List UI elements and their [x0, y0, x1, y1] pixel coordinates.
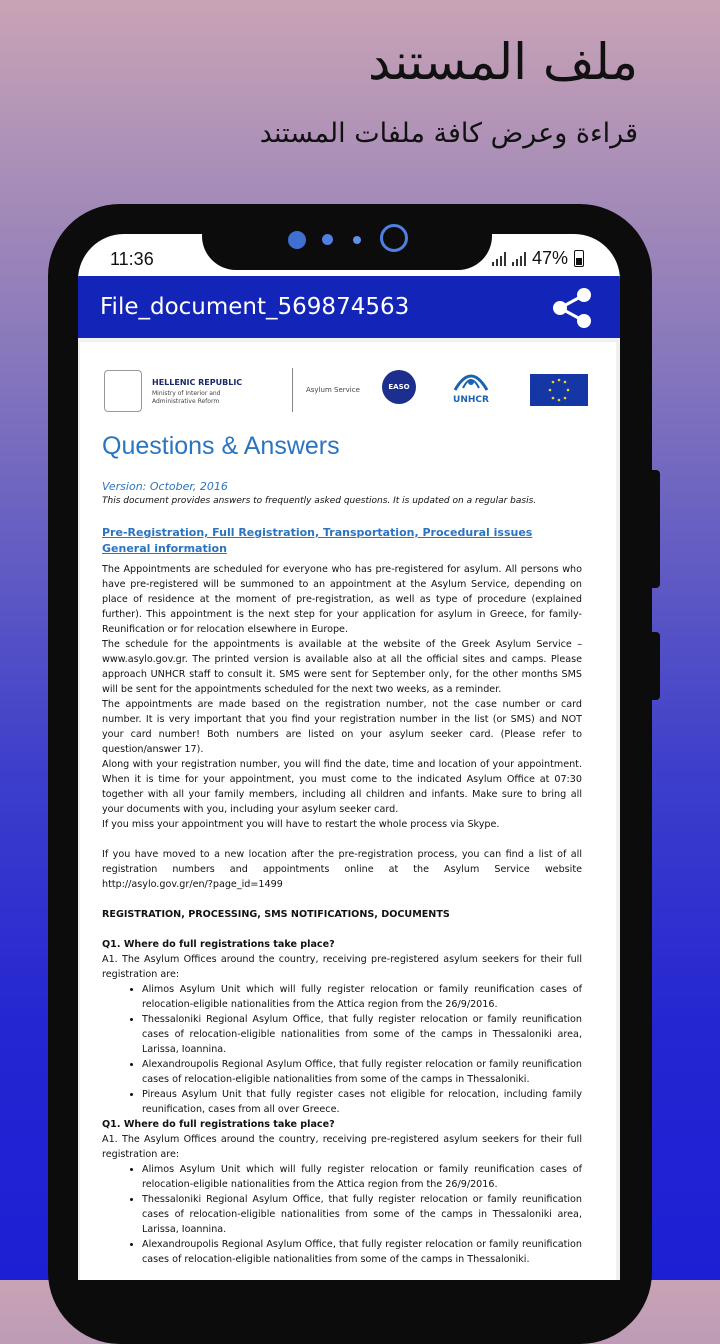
greek-crest-icon: [104, 370, 142, 412]
section-general[interactable]: General information: [102, 542, 227, 555]
sensor-icon: [353, 236, 361, 244]
app-title: File_document_569874563: [100, 294, 410, 320]
battery-icon: [574, 250, 584, 267]
answer: A1. The Asylum Offices around the country, receiving pre-registered asylum seekers for their full registration are:: [102, 954, 582, 980]
paragraph: The Appointments are scheduled for everyone who has pre-registered for asylum. All persons who have pre-registered will be summoned to an appointment at the Asylum Service, depending on place of residence at the moment of pre-registration, as well as type of procedure (explained further). This appointment is the next step for your application for asylum in Greece, for family-Reunification or for relocation elsewhere in Europe.: [102, 564, 582, 635]
camera-lens-icon: [380, 224, 408, 252]
list-item: • Alimos Asylum Unit which will fully register relocation or family reunification cases of relocation-eligible nationalities from the Attica region from the 26/9/2016.: [142, 982, 582, 1012]
document-page: [80, 342, 616, 1280]
camera-lens-icon: [288, 231, 306, 249]
camera-notch: [202, 204, 492, 270]
question: Q1. Where do full registrations take place?: [102, 939, 335, 950]
phone-side-button: [648, 470, 660, 588]
battery-percent: 47%: [531, 248, 568, 268]
section-link[interactable]: Pre-Registration, Full Registration, Transportation, Procedural issues: [102, 526, 533, 539]
paragraph: If you have moved to a new location after the pre-registration process, you can find a list of all registration numbers and appointments online at the Asylum Service website http://asylo.gov.gr/en/?page_id=1499: [102, 849, 582, 890]
promo-subtitle: قراءة وعرض كافة ملفات المستند: [259, 118, 638, 149]
signal-icon: [492, 252, 506, 266]
gov-title: HELLENIC REPUBLIC: [152, 378, 243, 387]
document-body: [102, 562, 582, 1267]
answer: A1. The Asylum Offices around the country, receiving pre-registered asylum seekers for their full registration are:: [102, 1134, 582, 1160]
document-header-logos: [102, 366, 582, 422]
status-time: 11:36: [110, 249, 154, 269]
status-icons: [492, 248, 584, 269]
unhcr-hands-icon: [451, 368, 491, 392]
phone-side-button: [648, 632, 660, 700]
sensor-icon: [322, 234, 333, 245]
list-item: • Pireaus Asylum Unit that fully register cases not eligible for relocation, including family reunification, cases from all over Greece.: [142, 1087, 582, 1117]
document-version: Version: October, 2016: [102, 480, 228, 493]
eu-flag-icon: [530, 374, 588, 406]
divider: [292, 368, 293, 412]
list-item: • Alexandroupolis Regional Asylum Office, that fully register relocation or family reunification cases of relocation-eligible nationalities from some of the camps in Thessaloniki.: [142, 1237, 582, 1267]
section-heading: REGISTRATION, PROCESSING, SMS NOTIFICATIONS, DOCUMENTS: [102, 909, 450, 920]
share-icon[interactable]: [550, 287, 594, 329]
easo-logo: EASO: [382, 370, 416, 404]
signal-icon: [512, 252, 526, 266]
list-item: • Alexandroupolis Regional Asylum Office, that fully register relocation or family reunification cases of relocation-eligible nationalities from some of the camps in Thessaloniki.: [142, 1057, 582, 1087]
paragraph: Along with your registration number, you will find the date, time and location of your appointment. When it is time for your appointment, you must come to the indicated Asylum Office at 07:30 together with all your family members, including all children and infants. Make sure to bring all your documents with you, including your asylum seeker card.: [102, 759, 582, 815]
phone-screen: [78, 234, 620, 1280]
answer-list: [102, 1162, 582, 1267]
paragraph: The schedule for the appointments is available at the website of the Greek Asylum Service – www.asylo.gov.gr. The printed version is available also at all the official sites and camps. Please approach UNHCR staff to consult it. SMS were sent for September only, for the other months SMS will be sent for the appointments scheduled for the next two weeks, as a reminder.: [102, 639, 582, 695]
asylum-service-label: Asylum Service: [306, 386, 360, 394]
paragraph: If you miss your appointment you will have to restart the whole process via Skype.: [102, 819, 500, 830]
gov-subtitle: Ministry of Interior and Administrative Reform: [152, 390, 221, 405]
list-item: • Thessaloniki Regional Asylum Office, that fully register relocation or family reunification cases of relocation-eligible nationalities from some of the camps in Thessaloniki area, Larissa, Ioannina.: [142, 1012, 582, 1057]
list-item: • Alimos Asylum Unit which will fully register relocation or family reunification cases of relocation-eligible nationalities from the Attica region from the 26/9/2016.: [142, 1162, 582, 1192]
unhcr-logo: UNHCR: [448, 368, 494, 410]
list-item: • Thessaloniki Regional Asylum Office, that fully register relocation or family reunification cases of relocation-eligible nationalities from some of the camps in Thessaloniki area, Larissa, Ioannina.: [142, 1192, 582, 1237]
answer-list: [102, 982, 582, 1117]
question: Q1. Where do full registrations take place?: [102, 1119, 335, 1130]
document-viewer[interactable]: [78, 338, 620, 1280]
document-title: Questions & Answers: [102, 432, 340, 460]
paragraph: The appointments are made based on the registration number, not the case number or card number. It is very important that you find your registration number in the list (or SMS) and NOT your card number! Both numbers are listed on your asylum seeker card. (Please refer to question/answer 17).: [102, 699, 582, 755]
app-bar: [78, 276, 620, 338]
document-intro: This document provides answers to frequently asked questions. It is updated on a regular basis.: [102, 496, 537, 506]
promo-title: ملف المستند: [367, 33, 638, 91]
